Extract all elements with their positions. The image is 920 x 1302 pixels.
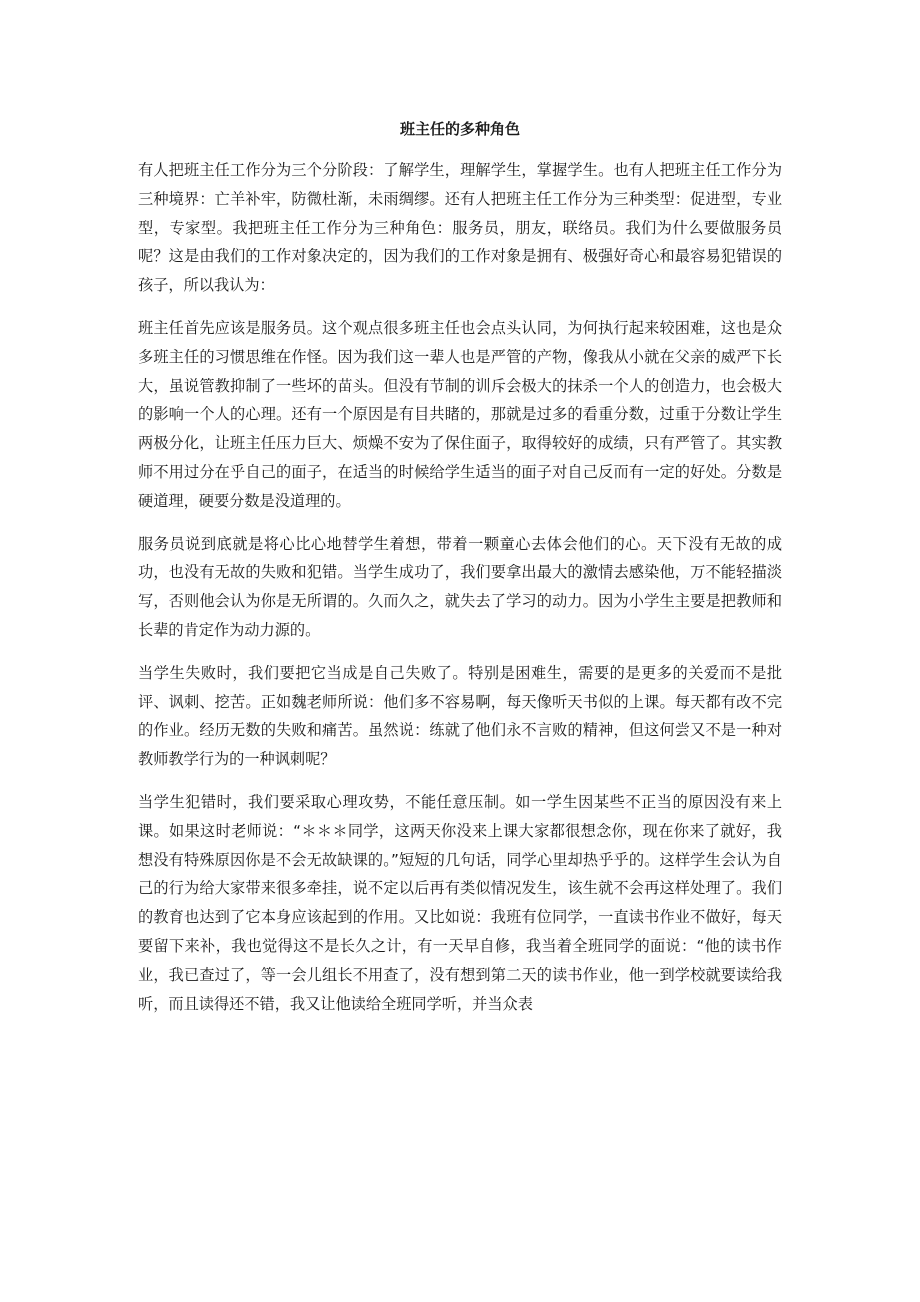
document-body: [138, 156, 782, 1032]
paragraph: 有人把班主任工作分为三个分阶段：了解学生，理解学生，掌握学生。也有人把班主任工作分为三种境界：亡羊补牢，防微杜渐，未雨绸缪。还有人把班主任工作分为三种类型：促进型，专业型，专家型。我把班主任工作分为三种角色：服务员，朋友，联络员。我们为什么要做服务员呢？这是由我们的工作对象决定的，因为我们的工作对象是拥有、极强好奇心和最容易犯错误的孩子，所以我认为：: [138, 161, 782, 295]
paragraph: 当学生失败时，我们要把它当成是自己失败了。特别是困难生，需要的是更多的关爱而不是批评、讽刺、挖苦。正如魏老师所说：他们多不容易啊，每天像听天书似的上课。每天都有改不完的作业。经历无数的失败和痛苦。虽然说：练就了他们永不言败的精神，但这何尝又不是一种对教师教学行为的一种讽刺呢？: [138, 663, 782, 769]
paragraph: 服务员说到底就是将心比心地替学生着想，带着一颗童心去体会他们的心。天下没有无故的成功，也没有无故的失败和犯错。当学生成功了，我们要拿出最大的激情去感染他，万不能轻描淡写，否则他会认为你是无所谓的。久而久之，就失去了学习的动力。因为小学生主要是把教师和长辈的肯定作为动力源的。: [138, 534, 782, 639]
document-title: 班主任的多种角色: [399, 120, 520, 138]
paragraph: 当学生犯错时，我们要采取心理攻势，不能任意压制。如一学生因某些不正当的原因没有来上课。如果这时老师说：“＊＊＊同学，这两天你没来上课大家都很想念你，现在你来了就好，我想没有特殊原因你是不会无故缺课的。”短短的几句话，同学心里却热乎乎的。这样学生会认为自己的行为给大家带来很多牵挂，说不定以后再有类似情况发生，该生就不会再这样处理了。我们的教育也达到了它本身应该起到的作用。又比如说：我班有位同学，一直读书作业不做好，每天要留下来补，我也觉得这不是长久之计，有一天早自修，我当着全班同学的面说：“他的读书作业，我已查过了，等一会儿组长不用查了，没有想到第二天的读书作业，他一到学校就要读给我听，而且读得还不错，我又让他读给全班同学听，并当众表: [138, 792, 782, 1013]
paragraph: 班主任首先应该是服务员。这个观点很多班主任也会点头认同，为何执行起来较困难，这也是众多班主任的习惯思维在作怪。因为我们这一辈人也是严管的产物，像我从小就在父亲的威严下长大，虽说管教抑制了一些坏的苗头。但没有节制的训斥会极大的抹杀一个人的创造力，也会极大的影响一个人的心理。还有一个原因是有目共睹的，那就是过多的看重分数，过重于分数让学生两极分化，让班主任压力巨大、烦燥不安为了保住面子，取得较好的成绩，只有严管了。其实教师不用过分在乎自己的面子，在适当的时候给学生适当的面子对自己反而有一定的好处。分数是硬道理，硬要分数是没道理的。: [138, 318, 782, 510]
